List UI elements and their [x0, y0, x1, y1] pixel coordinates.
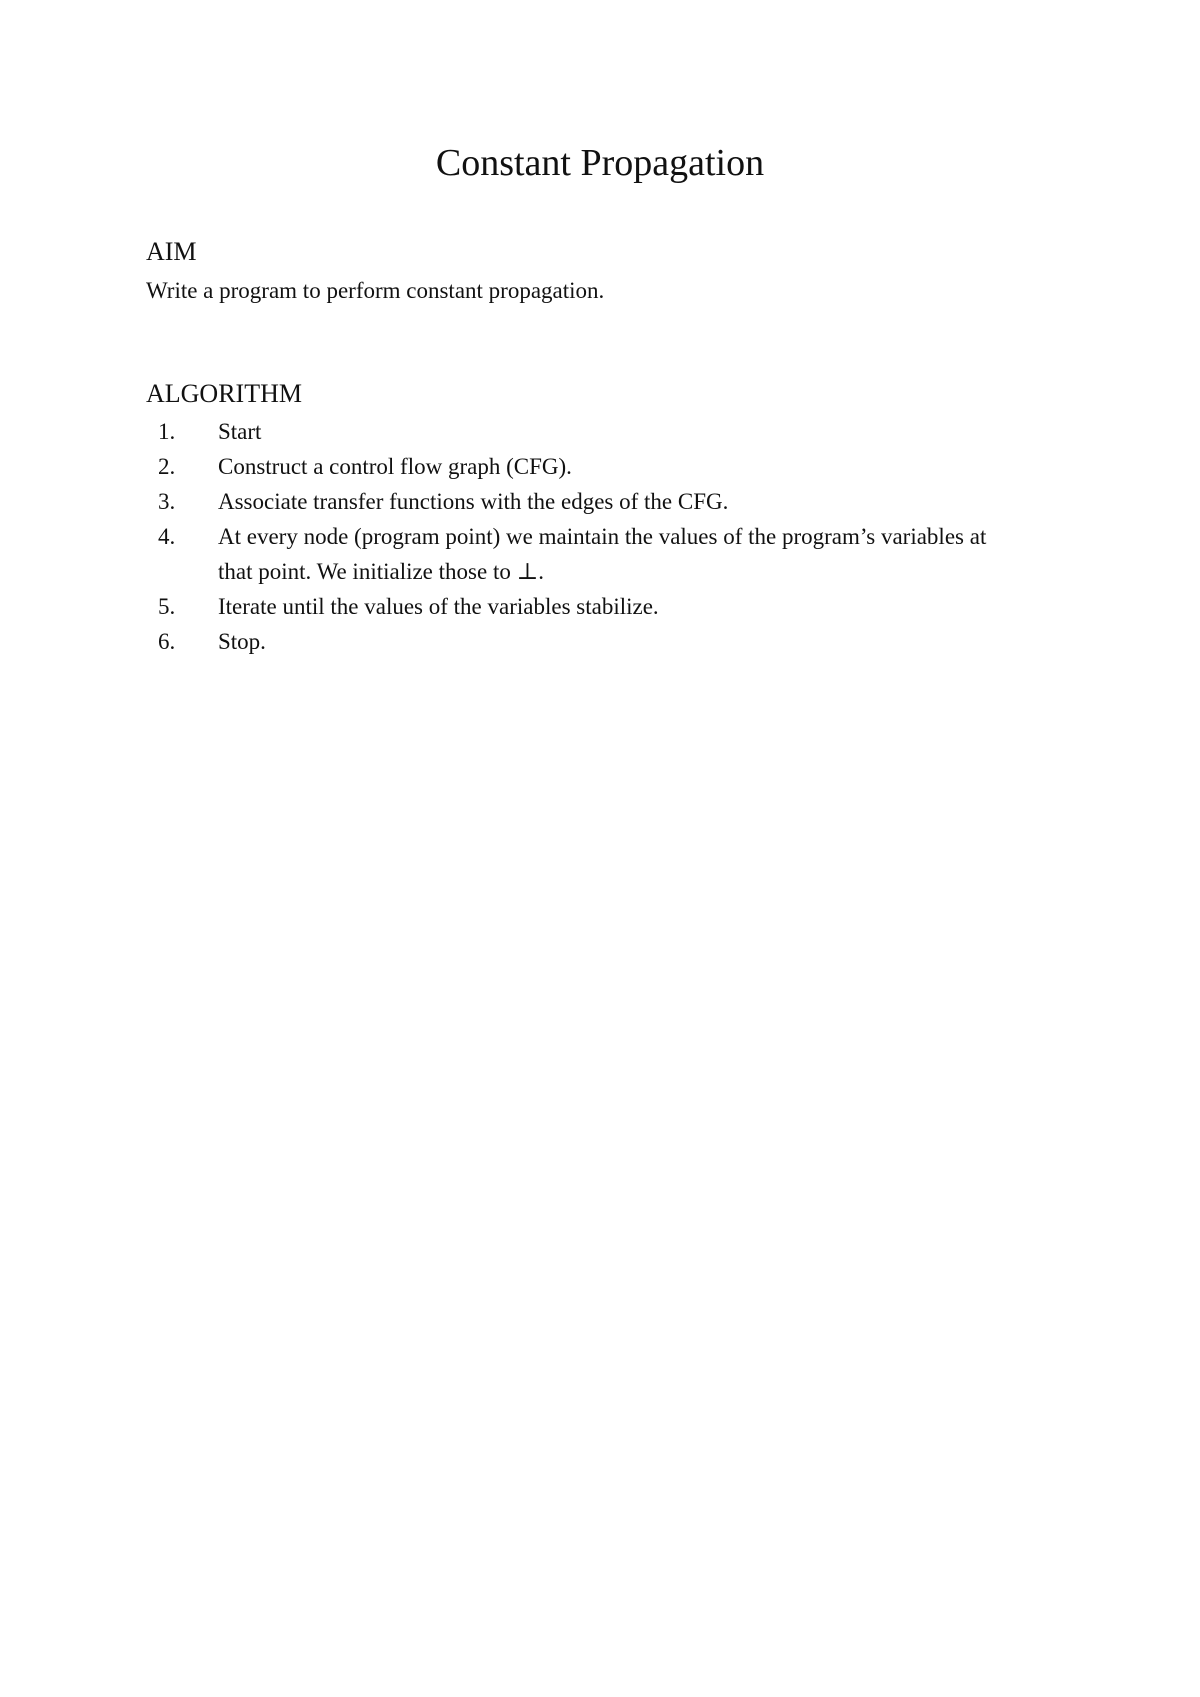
step-text: Construct a control flow graph (CFG). — [218, 454, 572, 479]
step-number: 2. — [158, 454, 176, 479]
step-number: 3. — [158, 489, 176, 514]
algorithm-step — [146, 589, 1046, 624]
algorithm-steps-list — [146, 414, 1046, 659]
document-title: Constant Propagation — [435, 142, 765, 184]
step-text: Associate transfer functions with the edges of the CFG. — [218, 489, 729, 514]
step-text: Iterate until the values of the variables stabilize. — [218, 594, 659, 619]
step-text: At every node (program point) we maintain the values of the program’s variables at that point. We initialize those to ⊥. — [218, 524, 987, 584]
algorithm-step — [146, 449, 1046, 484]
step-number: 4. — [158, 524, 176, 549]
step-number: 6. — [158, 629, 176, 654]
step-text: Start — [218, 419, 262, 444]
step-number: 1. — [158, 419, 176, 444]
algorithm-step — [146, 414, 1046, 449]
algorithm-step — [146, 624, 1046, 659]
step-text: Stop. — [218, 629, 266, 654]
algorithm-step — [146, 519, 1046, 589]
step-number: 5. — [158, 594, 176, 619]
aim-heading: AIM — [146, 237, 197, 266]
algorithm-step — [146, 484, 1046, 519]
algorithm-heading: ALGORITHM — [146, 379, 302, 408]
aim-text: Write a program to perform constant propagation. — [146, 278, 605, 303]
